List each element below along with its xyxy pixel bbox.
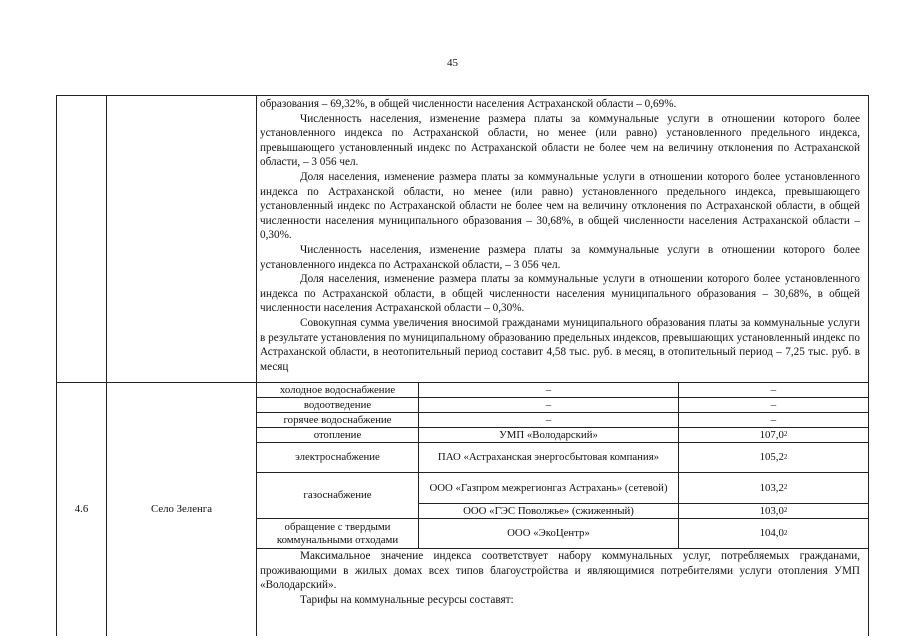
service-index: 107,0 bbox=[759, 428, 784, 441]
service-org: – bbox=[545, 413, 552, 426]
paragraph: Численность населения, изменение размера платы за коммунальные услуги в отношении которого более установленного индекса по Астраханской области, – 3 056 чел. bbox=[260, 243, 860, 271]
paragraph: Максимальное значение индекса соответствует набору коммунальных услуг, потребляемых гражданами, проживающими в жилых домах всех типов благоустройства и являющимися потребителями услуги отопления УМП «Володарский». bbox=[260, 550, 860, 592]
document-table bbox=[56, 95, 869, 636]
service-name: обращение с твердыми коммунальными отходами bbox=[276, 521, 399, 546]
service-org: ПАО «Астраханская энергосбытовая компания» bbox=[437, 451, 660, 464]
service-index: 103,0 bbox=[759, 504, 784, 517]
paragraph: Доля населения, изменение размера платы за коммунальные услуги в отношении которого более установленного индекса по Астраханской области, но менее (или равно) установленного предельного индекса, превышающего установленный индекс по Астраханской области не более чем на величину отклонения по Астраханской области, в общей численности населения муниципального образования – 30,68%, в общей численности населения Астраханской области – 0,30%. bbox=[260, 170, 860, 242]
service-name: газоснабжение bbox=[303, 489, 372, 502]
service-index: – bbox=[770, 383, 777, 396]
service-index: – bbox=[770, 413, 777, 426]
service-index: 104,0 bbox=[759, 527, 784, 540]
service-name: горячее водоснабжение bbox=[283, 413, 392, 426]
service-name: холодное водоснабжение bbox=[279, 383, 396, 396]
paragraph: Доля населения, изменение размера платы за коммунальные услуги в отношении которого более установленного индекса по Астраханской области, в общей численности населения муниципального образования – 30,68%, в общей численности населения Астраханской области – 0,30%. bbox=[260, 273, 860, 315]
service-index-cell: 105,2 $^2$ bbox=[759, 451, 788, 464]
service-index: 103,2 bbox=[759, 481, 784, 494]
service-org: – bbox=[545, 398, 552, 411]
paragraph: образования – 69,32%, в общей численности населения Астраханской области – 0,69%. bbox=[260, 98, 677, 110]
service-index-cell: 104,0 $^2$ bbox=[759, 527, 788, 540]
service-index: 105,2 bbox=[759, 451, 784, 464]
service-org: УМП «Володарский» bbox=[499, 428, 598, 441]
service-name: отопление bbox=[313, 428, 362, 441]
paragraph: Совокупная сумма увеличения вносимой гражданами муниципального образования платы за коммунальные услуги в результате установления по муниципальному образованию предельных индексов, превышающих установленный индекс по Астраханской области, в неотопительный период составит 4,58 тыс. руб. в месяц, в отопительный период – 7,25 тыс. руб. в месяц bbox=[260, 316, 860, 373]
page-number: 45 bbox=[447, 57, 458, 69]
service-org: ООО «ЭкоЦентр» bbox=[507, 527, 590, 540]
service-org: ООО «Газпром межрегионгаз Астрахань» (сетевой) bbox=[429, 481, 668, 494]
paragraph: Тарифы на коммунальные ресурсы составят: bbox=[300, 593, 514, 606]
service-org: – bbox=[545, 383, 552, 396]
service-index-cell: 107,0 $^2$ bbox=[759, 428, 788, 441]
top-text bbox=[260, 97, 860, 374]
paragraph: Численность населения, изменение размера платы за коммунальные услуги в отношении которого более установленного индекса по Астраханской области, но менее (или равно) установленного предельного индекса, превышающего установленный индекс по Астраханской области не более чем на величину отклонения по Астраханской области, – 3 056 чел. bbox=[260, 112, 860, 169]
service-index-cell: 103,2 $^2$ bbox=[759, 481, 788, 494]
section-name: Село Зеленга bbox=[151, 503, 212, 516]
service-name: водоотведение bbox=[303, 398, 372, 411]
service-org: ООО «ГЭС Поволжье» (сжиженный) bbox=[463, 504, 634, 517]
bottom-text bbox=[260, 549, 860, 607]
service-name: электроснабжение bbox=[295, 451, 380, 464]
service-index-cell: 103,0 $^2$ bbox=[759, 504, 788, 517]
section-number: 4.6 bbox=[74, 503, 89, 516]
col-divider-2 bbox=[256, 96, 257, 636]
service-index: – bbox=[770, 398, 777, 411]
